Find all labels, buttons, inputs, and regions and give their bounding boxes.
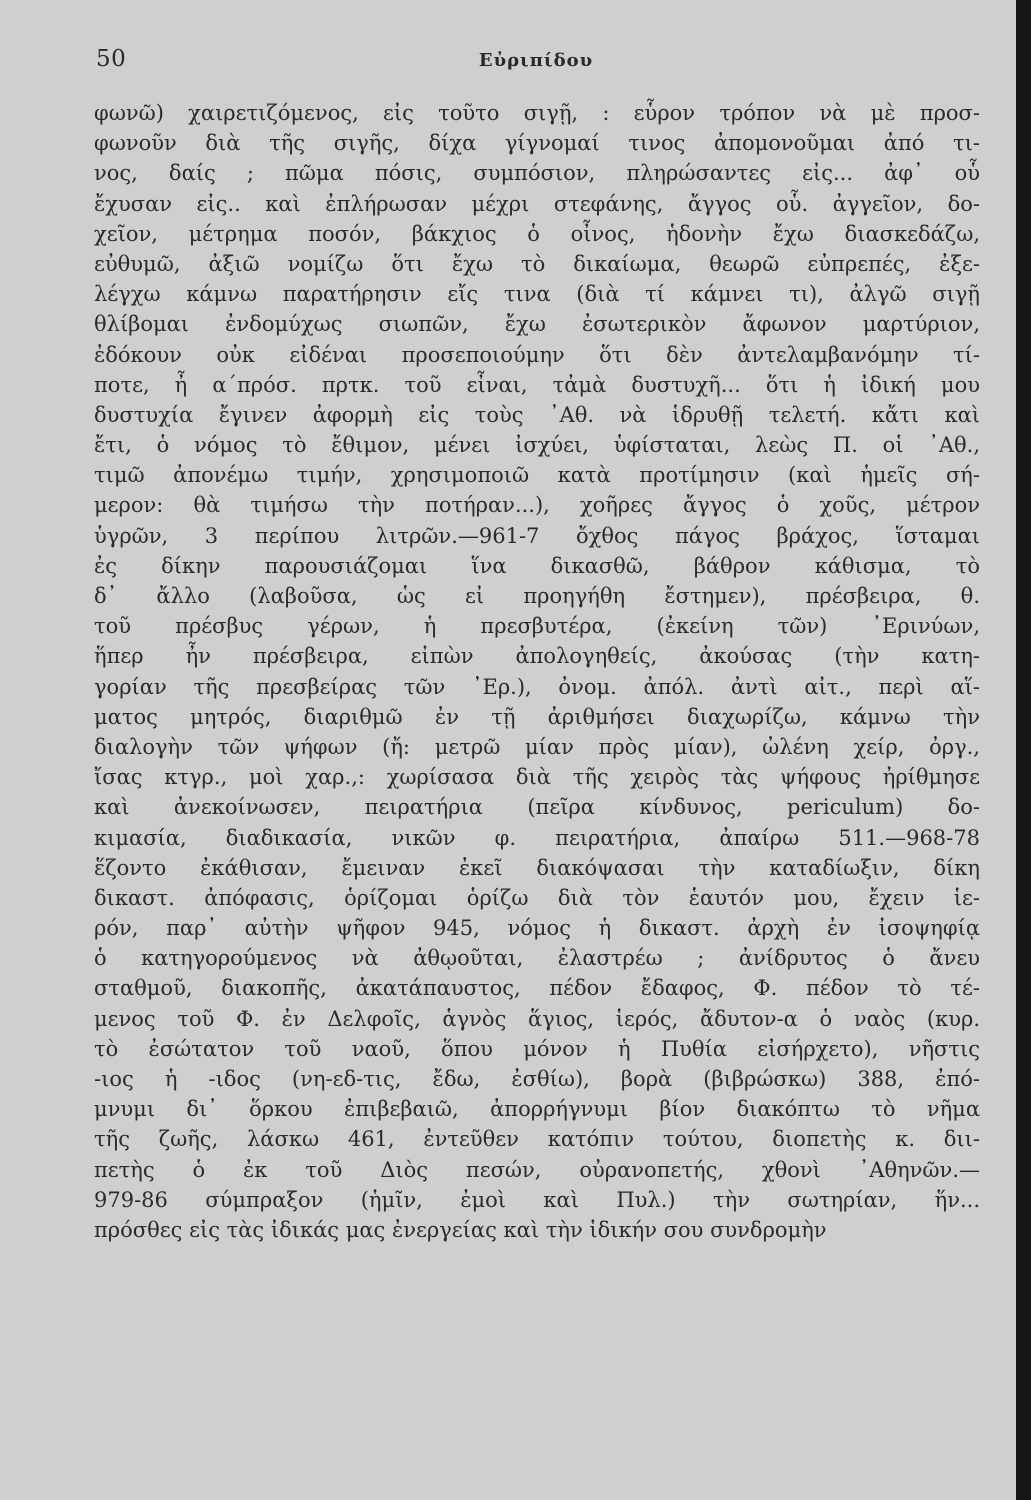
text-line: ματος μητρός, διαριθμῶ ἐν τῇ ἀριθμήσει διαχωρίζω, κάμνω τὴν — [94, 704, 980, 729]
text-line: μερον: θὰ τιμήσω τὴν ποτήραν...), χοῆρες ἄγγος ὁ χοῦς, μέτρον — [94, 493, 980, 518]
text-line: ἔχυσαν εἰς.. καὶ ἐπλήρωσαν μέχρι στεφάνης, ἄγγος οὗ. ἀγγεῖον, δο- — [94, 191, 980, 216]
text-line: φωνοῦν διὰ τῆς σιγῆς, δίχα γίγνομαί τινος ἀπομονοῦμαι ἀπό τι- — [94, 131, 980, 156]
text-line: δυστυχία ἔγινεν ἀφορμὴ εἰς τοὺς ᾿Αθ. νὰ ἱδρυθῇ τελετή. κἄτι καὶ — [94, 402, 980, 427]
text-line: ποτε, ἦ α΄πρόσ. πρτκ. τοῦ εἶναι, τἀμὰ δυστυχῆ... ὅτι ἡ ἰδική μου — [94, 372, 980, 397]
text-line: ἥπερ ἦν πρέσβειρα, εἰπὼν ἀπολογηθείς, ἀκούσας (τὴν κατη- — [94, 644, 980, 669]
text-line: ἐδόκουν οὐκ εἰδέναι προσεποιούμην ὅτι δὲν ἀντελαμβανόμην τί- — [94, 342, 980, 367]
text-line: εὐθυμῶ, ἀξιῶ νομίζω ὅτι ἔχω τὸ δικαίωμα, θεωρῶ εὐπρεπές, ἐξε- — [94, 251, 980, 276]
text-line: φωνῶ) χαιρετιζόμενος, εἰς τοῦτο σιγῇ, : εὗρον τρόπον νὰ μὲ προσ- — [94, 101, 980, 125]
text-line: 979-86 σύμπραξον (ἡμῖν, ἐμοὶ καὶ Πυλ.) τὴν σωτηρίαν, ἥν... — [94, 1187, 980, 1212]
text-line: πετὴς ὁ ἐκ τοῦ Διὸς πεσών, οὐρανοπετής, χθονὶ ᾿Αθηνῶν.— — [94, 1157, 980, 1182]
text-line: τοῦ πρέσβυς γέρων, ἡ πρεσβυτέρα, (ἐκείνη τῶν) ᾿Ερινύων, — [94, 614, 980, 639]
page-number: 50 — [96, 46, 127, 72]
text-line: τῆς ζωῆς, λάσκω 461, ἐντεῦθεν κατόπιν τούτου, διοπετὴς κ. διι- — [94, 1127, 980, 1152]
text-line: ὁ κατηγορούμενος νὰ ἀθῳοῦται, ἐλαστρέω ; ἀνίδρυτος ὁ ἄνευ — [94, 946, 980, 971]
text-line: μενος τοῦ Φ. ἐν Δελφοῖς, ἁγνὸς ἅγιος, ἱερός, ἄδυτον-α ὁ ναὸς (κυρ. — [94, 1006, 980, 1031]
text-line: κιμασία, διαδικασία, νικῶν φ. πειρατήρια, ἀπαίρω 511.—968-78 — [94, 825, 980, 850]
text-line: ἴσας κτγρ., μοὶ χαρ.,: χωρίσασα διὰ τῆς χειρὸς τὰς ψήφους ἠρίθμησε — [94, 765, 980, 790]
text-line: ἕζοντο ἐκάθισαν, ἔμειναν ἐκεῖ διακόψασαι τὴν καταδίωξιν, δίκη — [94, 855, 980, 880]
commentary-text — [94, 98, 980, 1245]
text-line: μνυμι δι᾽ ὅρκου ἐπιβεβαιῶ, ἀπορρήγνυμι βίον διακόπτω τὸ νῆμα — [94, 1097, 980, 1122]
text-line: σταθμοῦ, διακοπῆς, ἀκατάπαυστος, πέδον ἔδαφος, Φ. πέδον τὸ τέ- — [94, 976, 980, 1001]
text-line: δ᾽ ἄλλο (λαβοῦσα, ὡς εἰ προηγήθη ἔστημεν), πρέσβειρα, θ. — [94, 584, 980, 608]
text-line: καὶ ἀνεκοίνωσεν, πειρατήρια (πεῖρα κίνδυνος, periculum) δο- — [94, 795, 980, 820]
text-line: διαλογὴν τῶν ψήφων (ἤ: μετρῶ μίαν πρὸς μίαν), ὠλένη χείρ, ὀργ., — [94, 734, 980, 759]
text-line: δικαστ. ἀπόφασις, ὁρίζομαι ὁρίζω διὰ τὸν ἑαυτόν μου, ἔχειν ἱε- — [94, 885, 980, 910]
text-line: ἔτι, ὁ νόμος τὸ ἔθιμον, μένει ἰσχύει, ὑφίσταται, λεὼς Π. οἱ ᾿Αθ., — [94, 433, 980, 458]
text-line: τιμῶ ἀπονέμω τιμήν, χρησιμοποιῶ κατὰ προτίμησιν (καὶ ἡμεῖς σή- — [94, 463, 980, 488]
scan-border — [1016, 0, 1031, 1500]
text-line: πρόσθες εἰς τὰς ἰδικάς μας ἐνεργείας καὶ τὴν ἰδικήν σου συνδρομὴν — [94, 1217, 827, 1242]
page-header — [96, 46, 976, 78]
text-line: ὑγρῶν, 3 περίπου λιτρῶν.—961-7 ὄχθος πάγος βράχος, ἵσταμαι — [94, 523, 980, 548]
text-line: ἐς δίκην παρουσιάζομαι ἵνα δικασθῶ, βάθρον κάθισμα, τὸ — [94, 553, 980, 578]
text-line: νος, δαίς ; πῶμα πόσις, συμπόσιον, πληρώσαντες εἰς... ἀφ᾽ οὗ — [94, 161, 980, 186]
running-head: Εὐριπίδου — [478, 50, 594, 71]
text-line: τὸ ἐσώτατον τοῦ ναοῦ, ὅπου μόνον ἡ Πυθία εἰσήρχετο), νῆστις — [94, 1036, 980, 1061]
text-line: -ιος ἡ -ιδος (νη-εδ-τις, ἔδω, ἐσθίω), βορὰ (βιβρώσκω) 388, ἐπό- — [94, 1067, 980, 1091]
text-line: γορίαν τῆς πρεσβείρας τῶν ᾿Ερ.), ὀνομ. ἀπόλ. ἀντὶ αἰτ., περὶ αἵ- — [94, 674, 980, 699]
text-line: ρόν, παρ᾽ αὐτὴν ψῆφον 945, νόμος ἡ δικαστ. ἀρχὴ ἐν ἰσοψηφίᾳ — [94, 916, 980, 941]
text-line: χεῖον, μέτρημα ποσόν, βάκχιος ὁ οἶνος, ἡδονὴν ἔχω διασκεδάζω, — [94, 221, 980, 246]
text-line: θλίβομαι ἐνδομύχως σιωπῶν, ἔχω ἐσωτερικὸν ἄφωνον μαρτύριον, — [94, 312, 980, 337]
text-line: λέγχω κάμνω παρατήρησιν εἴς τινα (διὰ τί κάμνει τι), ἀλγῶ σιγῇ — [94, 282, 980, 307]
